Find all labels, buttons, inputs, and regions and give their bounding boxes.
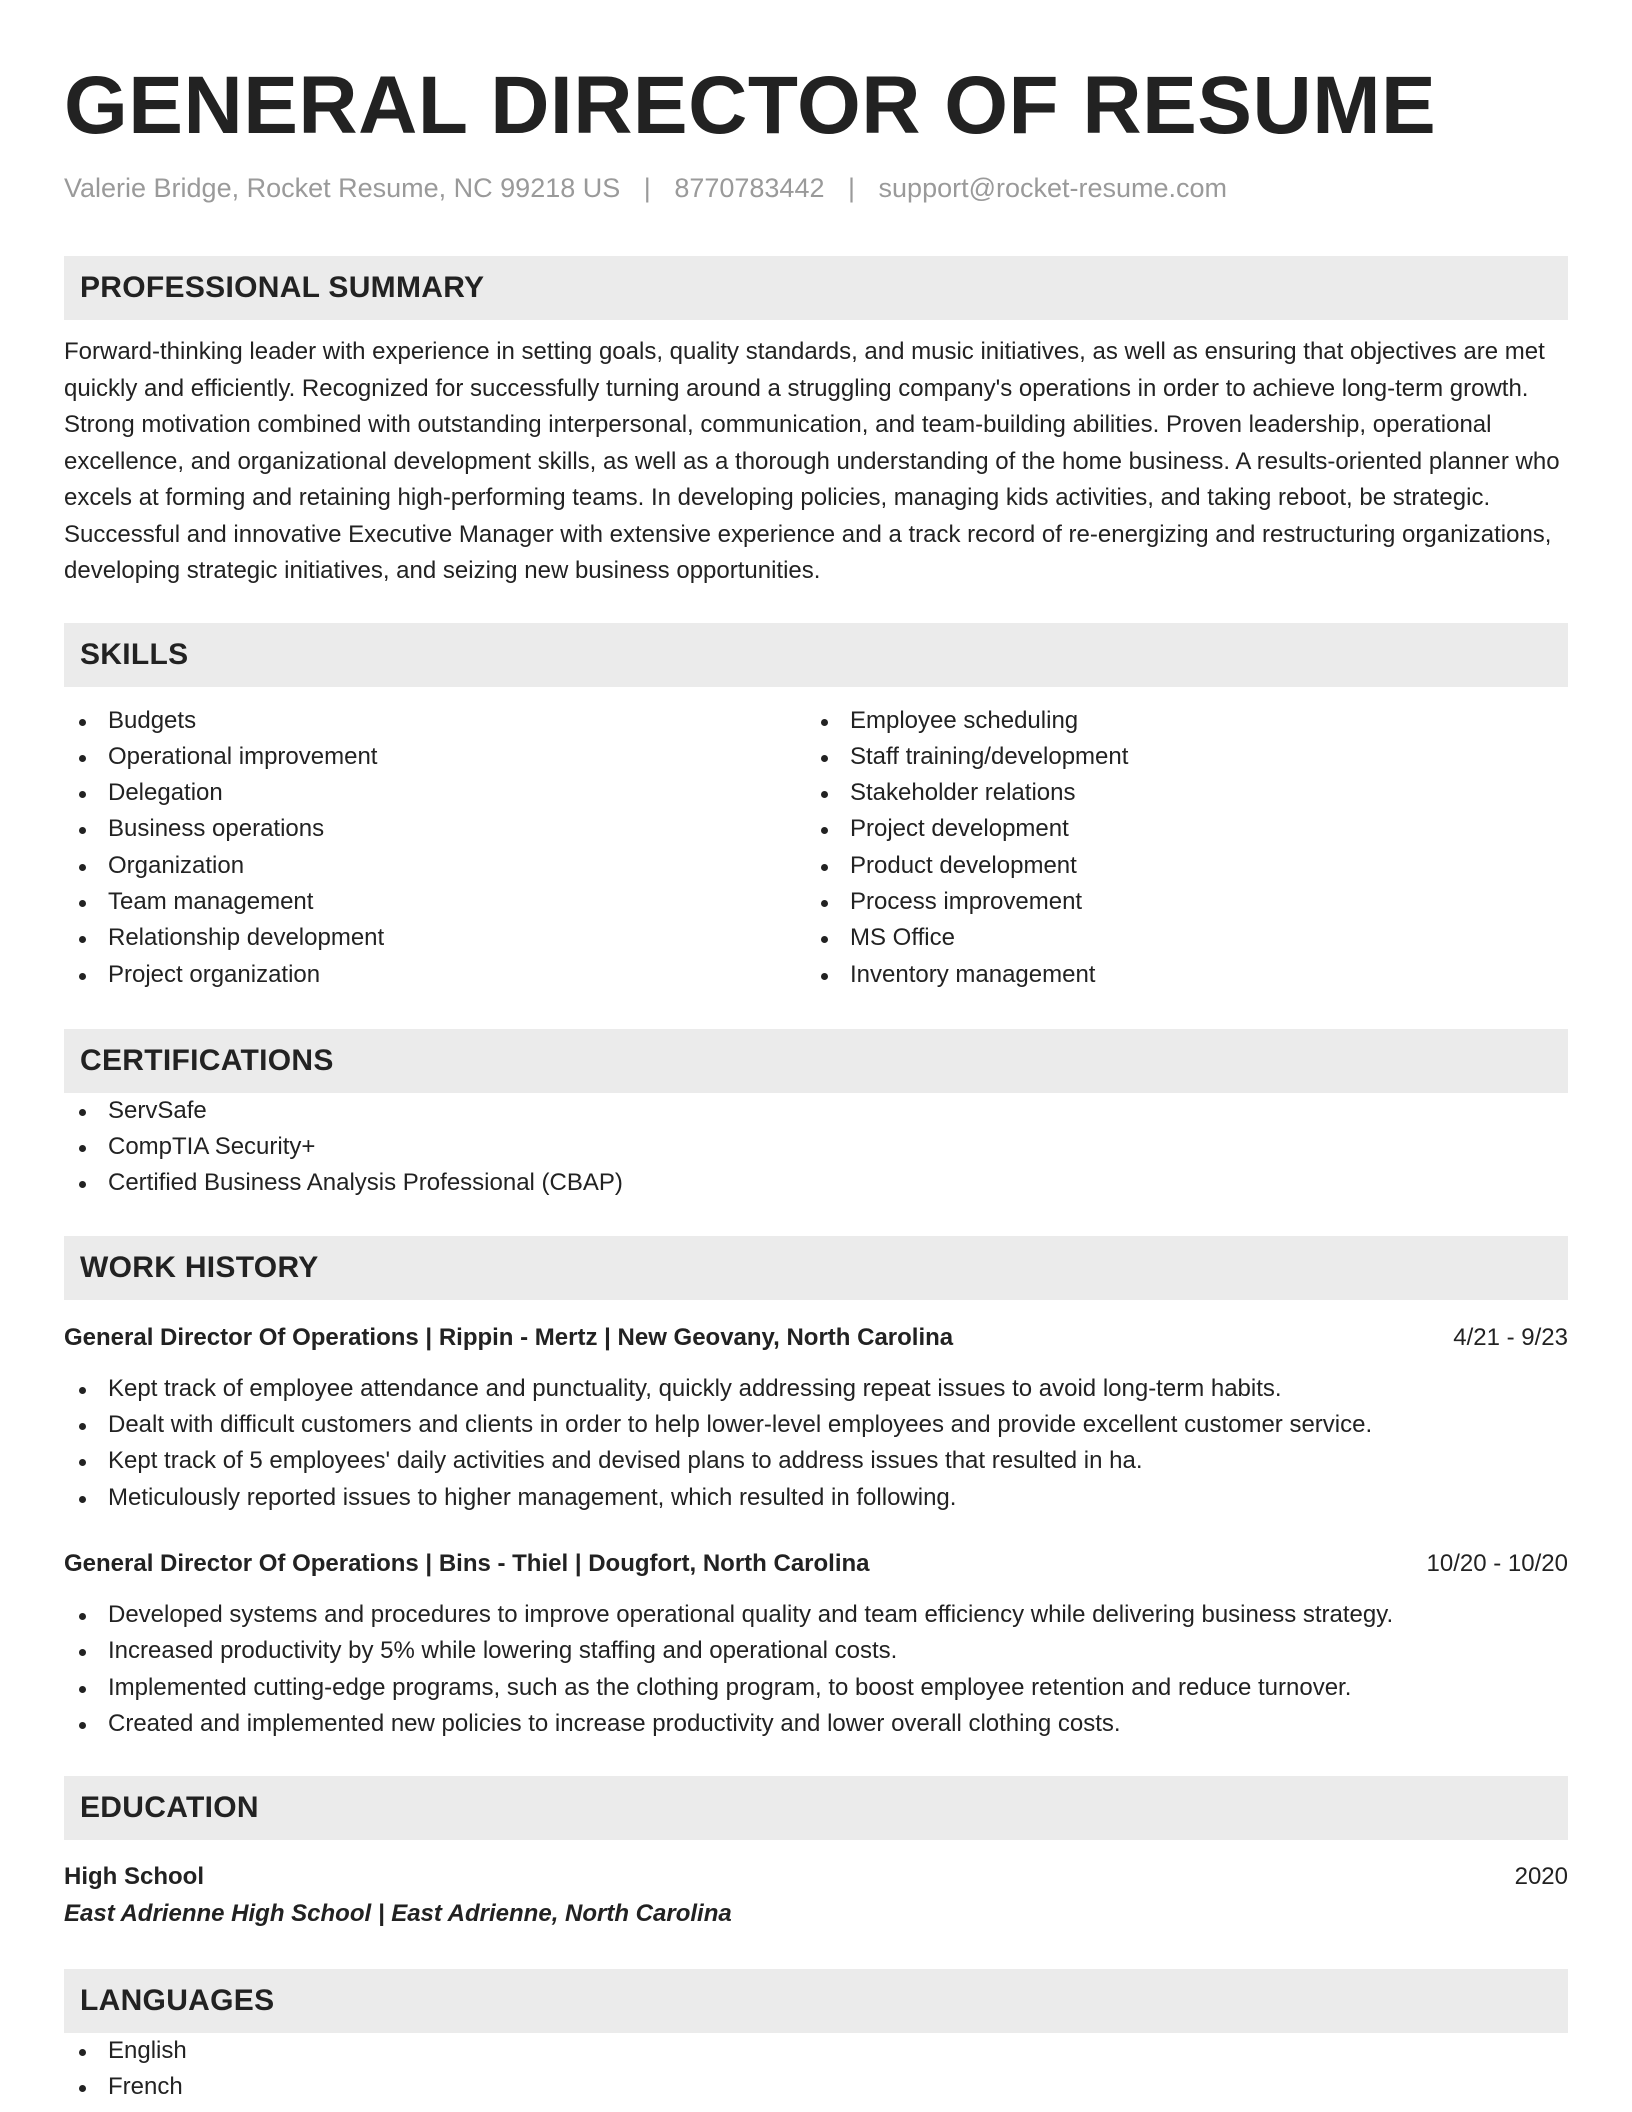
- skill-item: Organization: [64, 848, 806, 884]
- contact-separator: |: [848, 173, 856, 203]
- skill-item: Relationship development: [64, 920, 806, 956]
- education-header: [64, 1858, 1568, 1895]
- skill-item: Team management: [64, 884, 806, 920]
- language-item: English: [64, 2033, 1568, 2069]
- job-bullet: Developed systems and procedures to improve operational quality and team efficiency while delivering business strategy.: [64, 1597, 1568, 1633]
- section-heading-skills: SKILLS: [64, 623, 1568, 687]
- contact-separator: |: [643, 173, 651, 203]
- job-bullet: Meticulously reported issues to higher management, which resulted in following.: [64, 1480, 1568, 1516]
- job-bullet: Increased productivity by 5% while lowering staffing and operational costs.: [64, 1633, 1568, 1669]
- skill-item: Operational improvement: [64, 739, 806, 775]
- job-bullets: [64, 1371, 1568, 1516]
- job-title: General Director Of Operations | Bins - Thiel | Dougfort, North Carolina: [64, 1549, 870, 1577]
- certification-item: ServSafe: [64, 1093, 1568, 1129]
- job-title: General Director Of Operations | Rippin - Mertz | New Geovany, North Carolina: [64, 1323, 954, 1351]
- certification-item: CompTIA Security+: [64, 1129, 1568, 1165]
- job-bullet: Dealt with difficult customers and clients in order to help lower-level employees and provide excellent customer service.: [64, 1407, 1568, 1443]
- contact-phone[interactable]: 8770783442: [674, 173, 825, 203]
- skill-item: Budgets: [64, 703, 806, 739]
- job-entry: [64, 1320, 1568, 1516]
- job-bullet: Kept track of employee attendance and punctuality, quickly addressing repeat issues to avoid long-term habits.: [64, 1371, 1568, 1407]
- certification-item: Certified Business Analysis Professional (CBAP): [64, 1165, 1568, 1201]
- skills-column-right: [806, 703, 1548, 993]
- job-bullet: Kept track of 5 employees' daily activities and devised plans to address issues that resulted in ha.: [64, 1443, 1568, 1479]
- skill-item: Project development: [806, 811, 1548, 847]
- language-item: French: [64, 2069, 1568, 2105]
- section-heading-languages: LANGUAGES: [64, 1969, 1568, 2033]
- job-header: [64, 1546, 1568, 1582]
- resume-title: GENERAL DIRECTOR OF RESUME: [64, 60, 1437, 151]
- contact-email[interactable]: support@rocket-resume.com: [878, 173, 1228, 203]
- section-heading-certifications: CERTIFICATIONS: [64, 1029, 1568, 1093]
- skill-item: Inventory management: [806, 957, 1548, 993]
- languages-list: [64, 2033, 1568, 2106]
- skill-item: Process improvement: [806, 884, 1548, 920]
- job-bullet: Implemented cutting-edge programs, such as the clothing program, to boost employee retention and reduce turnover.: [64, 1670, 1568, 1706]
- education-school: East Adrienne High School | East Adrienne, North Carolina: [64, 1900, 732, 1928]
- job-dates: 10/20 - 10/20: [1426, 1549, 1568, 1577]
- section-heading-work-history: WORK HISTORY: [64, 1236, 1568, 1300]
- section-heading-summary: PROFESSIONAL SUMMARY: [64, 256, 1568, 320]
- skill-item: Delegation: [64, 775, 806, 811]
- skills-list: [64, 703, 1568, 993]
- certifications-list: [64, 1093, 1568, 1202]
- skill-item: Business operations: [64, 811, 806, 847]
- section-heading-education: EDUCATION: [64, 1776, 1568, 1840]
- skill-item: MS Office: [806, 920, 1548, 956]
- summary-text: Forward-thinking leader with experience in setting goals, quality standards, and music initiatives, as well as ensuring that objectives are met quickly and efficiently. Recognized for successfully turning around a struggling company's operations in order to achieve long-term growth. Strong motivation combined with outstanding interpersonal, communication, and team-building abilities. Proven leadership, operational excellence, and organizational development skills, as well as a thorough understanding of the home business. A results-oriented planner who excels at forming and retaining high-performing teams. In developing policies, managing kids activities, and taking reboot, be strategic. Successful and innovative Executive Manager with extensive experience and a track record of re-energizing and restructuring organizations, developing strategic initiatives, and seizing new business opportunities.: [64, 338, 1560, 584]
- skill-item: Staff training/development: [806, 739, 1548, 775]
- job-dates: 4/21 - 9/23: [1453, 1323, 1568, 1351]
- job-entry: [64, 1546, 1568, 1742]
- contact-line: [64, 170, 1568, 206]
- education-degree: High School: [64, 1863, 204, 1891]
- job-header: [64, 1320, 1568, 1356]
- skill-item: Product development: [806, 848, 1548, 884]
- education-entry: [64, 1858, 1568, 1933]
- skills-column-left: [64, 703, 806, 993]
- skill-item: Stakeholder relations: [806, 775, 1548, 811]
- job-bullets: [64, 1597, 1568, 1742]
- contact-address: Valerie Bridge, Rocket Resume, NC 99218 US: [64, 173, 621, 203]
- skill-item: Employee scheduling: [806, 703, 1548, 739]
- education-year: 2020: [1514, 1863, 1568, 1891]
- resume-content: [64, 58, 1568, 2106]
- skill-item: Project organization: [64, 957, 806, 993]
- job-bullet: Created and implemented new policies to increase productivity and lower overall clothing costs.: [64, 1706, 1568, 1742]
